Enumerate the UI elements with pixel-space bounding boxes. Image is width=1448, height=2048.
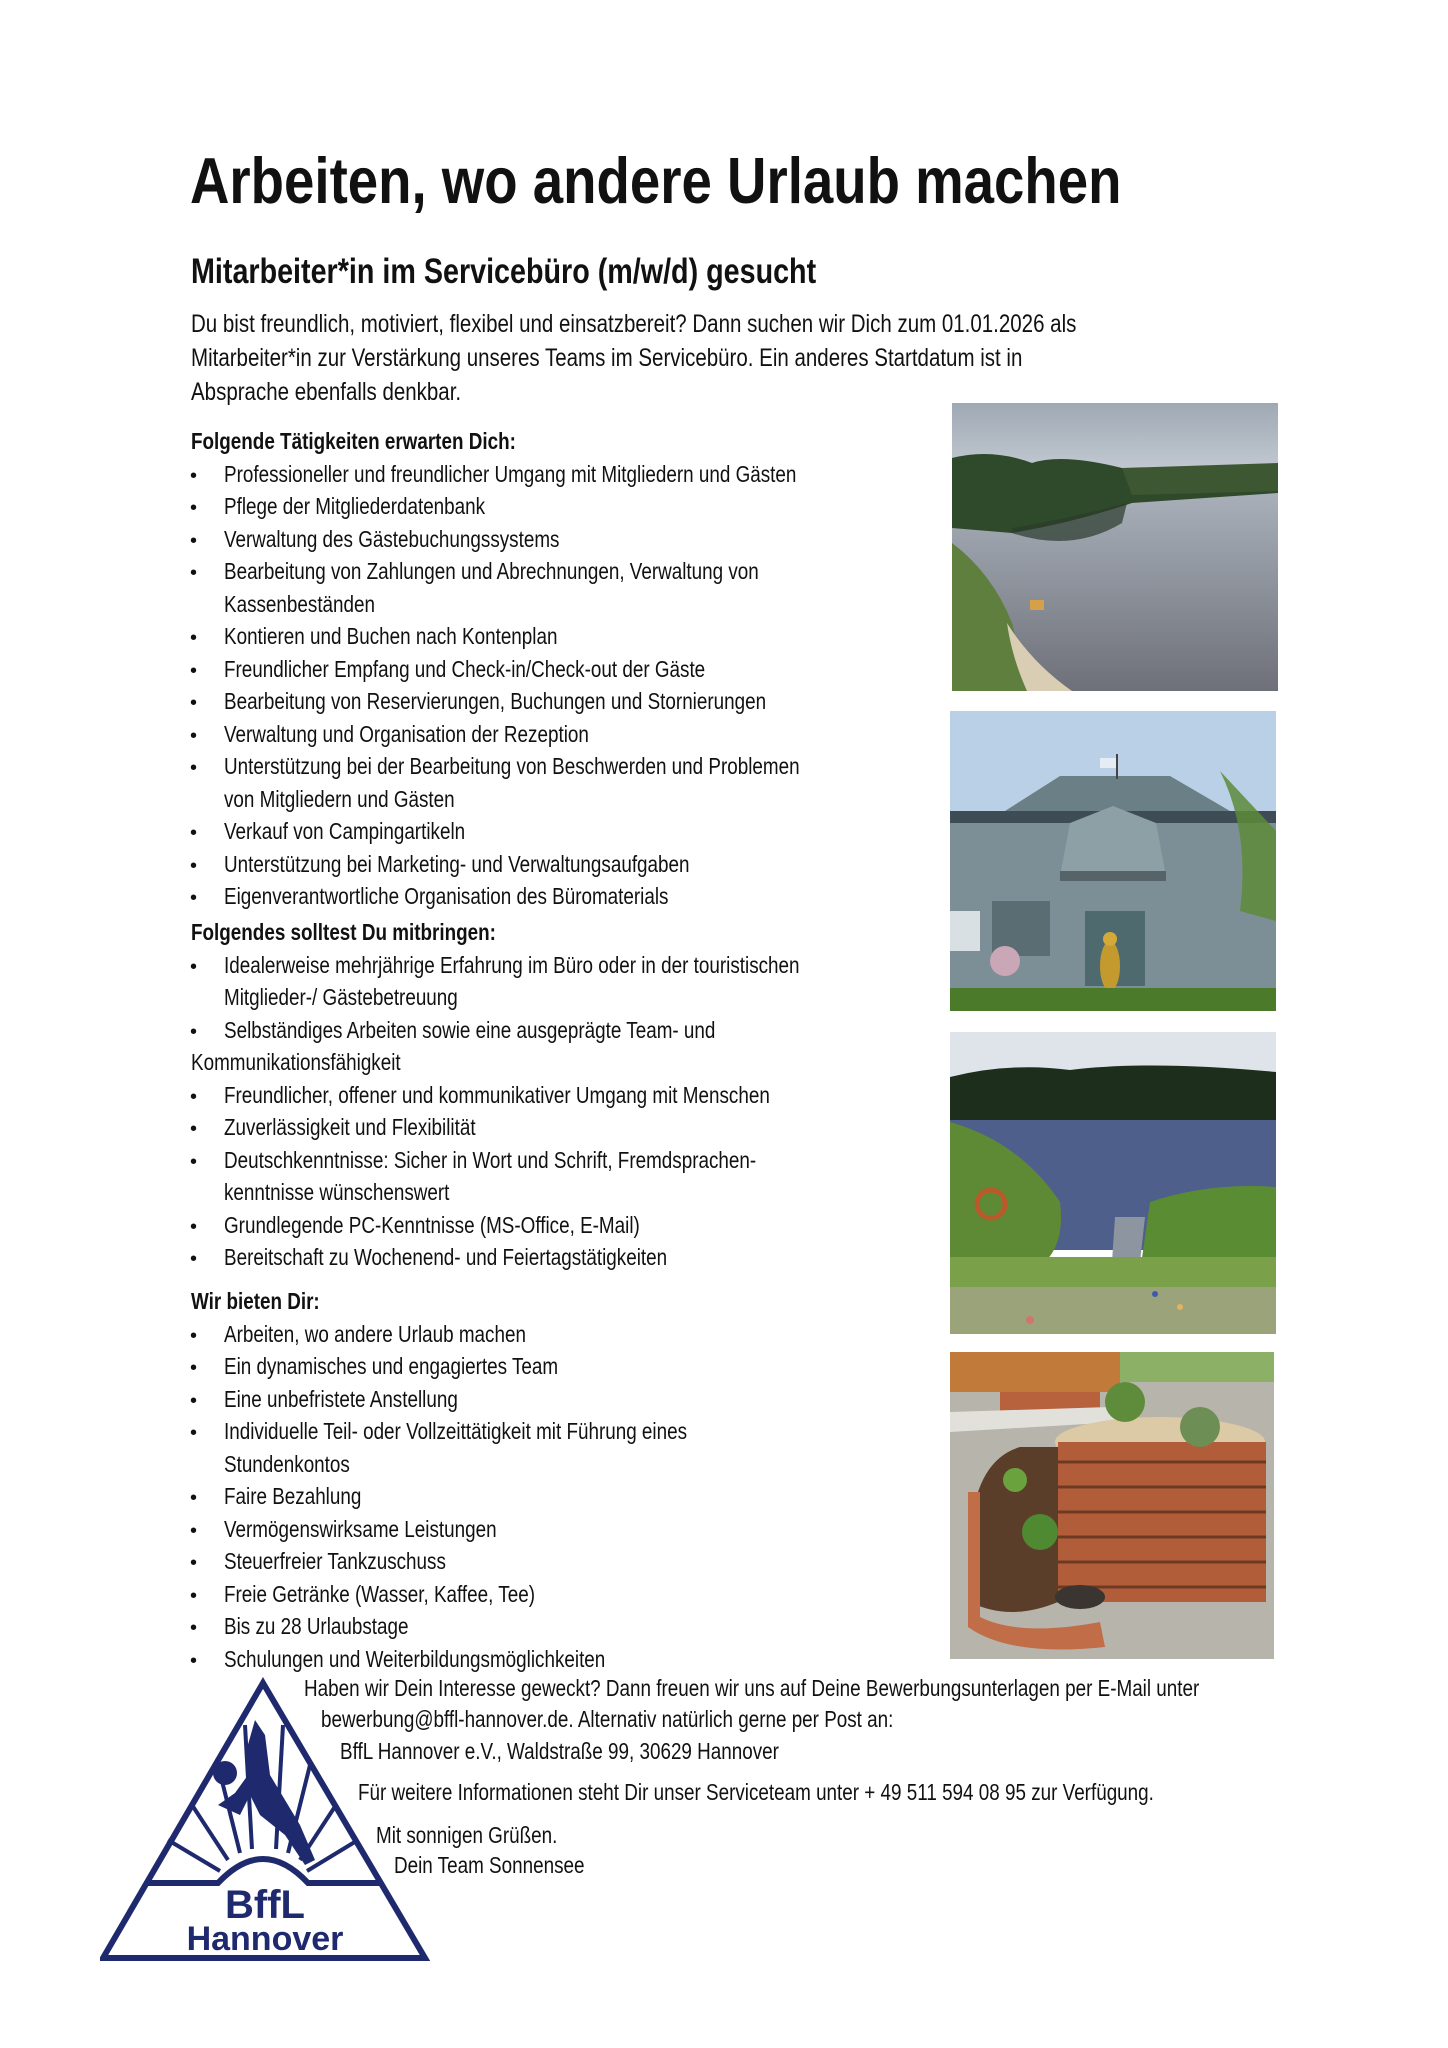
list-item: Unterstützung bei der Bearbeitung von Beschwerden und Problemen xyxy=(224,753,800,779)
list-item: Bereitschaft zu Wochenend- und Feiertagstätigkeiten xyxy=(224,1244,668,1270)
contact-address: BffL Hannover e.V., Waldstraße 99, 30629 Hannover xyxy=(340,1738,779,1764)
list-item: Zuverlässigkeit und Flexibilität xyxy=(224,1114,476,1140)
intro-line: Mitarbeiter*in zur Verstärkung unseres Teams im Servicebüro. Ein anderes Startdatum ist in xyxy=(191,344,1023,372)
list-item: Freundlicher Empfang und Check-in/Check-out der Gäste xyxy=(224,655,706,682)
list-item: Stundenkontos xyxy=(224,1450,350,1477)
page-subtitle: Mitarbeiter*in im Servicebüro (m/w/d) gesucht xyxy=(191,252,817,291)
list-item: von Mitgliedern und Gästen xyxy=(224,785,455,812)
bullet-icon: • xyxy=(190,562,198,584)
bullet-icon: • xyxy=(190,1324,198,1347)
bullet-icon: • xyxy=(190,1649,198,1672)
list-item: Verwaltung und Organisation der Rezeption xyxy=(224,720,589,747)
list-item: Freie Getränke (Wasser, Kaffee, Tee) xyxy=(224,1580,535,1607)
bffl-hannover-logo xyxy=(100,1675,430,1975)
section-heading: Wir bieten Dir: xyxy=(191,1288,320,1314)
list-item: Schulungen und Weiterbildungsmöglichkeiten xyxy=(224,1645,606,1672)
bullet-icon: • xyxy=(190,1617,198,1639)
bullet-icon: • xyxy=(190,757,198,779)
list-item: Ein dynamisches und engagiertes Team xyxy=(224,1353,559,1379)
bullet-icon: • xyxy=(190,1020,198,1043)
list-item: Pflege der Mitgliederdatenbank xyxy=(224,493,486,519)
bullet-icon: • xyxy=(190,1357,198,1379)
intro-line: Du bist freundlich, motiviert, flexibel und einsatzbereit? Dann suchen wir Dich zum 01.01.2026 als xyxy=(191,310,1077,338)
bullet-icon: • xyxy=(190,1422,198,1444)
page-title: Arbeiten, wo andere Urlaub machen xyxy=(190,144,1122,217)
bullet-icon: • xyxy=(190,497,198,519)
list-item: Arbeiten, wo andere Urlaub machen xyxy=(224,1320,526,1347)
photo-service-building xyxy=(950,711,1276,1011)
list-item: Steuerfreier Tankzuschuss xyxy=(224,1548,446,1574)
list-item: Eine unbefristete Anstellung xyxy=(224,1385,458,1412)
bullet-icon: • xyxy=(190,854,198,877)
bullet-icon: • xyxy=(190,1487,198,1509)
list-item: Unterstützung bei Marketing- und Verwaltungsaufgaben xyxy=(224,850,690,877)
list-item: Grundlegende PC-Kenntnisse (MS-Office, E-Mail) xyxy=(224,1211,640,1238)
logo-text-hannover: Hannover xyxy=(186,1920,344,1958)
list-item: Idealerweise mehrjährige Erfahrung im Büro oder in der touristischen xyxy=(224,951,800,978)
list-item: Kommunikationsfähigkeit xyxy=(191,1049,401,1075)
logo-band xyxy=(145,1859,382,1883)
intro-line: Absprache ebenfalls denkbar. xyxy=(191,378,462,406)
list-item: Vermögenswirksame Leistungen xyxy=(224,1515,497,1542)
bullet-icon: • xyxy=(190,464,198,487)
bullet-icon: • xyxy=(190,1584,198,1607)
list-item: Kassenbeständen xyxy=(224,590,376,617)
bullet-icon: • xyxy=(190,627,198,649)
closing-greeting: Mit sonnigen Grüßen. xyxy=(376,1822,558,1848)
bullet-icon: • xyxy=(190,1519,198,1542)
section-heading: Folgendes solltest Du mitbringen: xyxy=(191,919,496,945)
list-item: Bis zu 28 Urlaubstage xyxy=(224,1613,409,1639)
bullet-icon: • xyxy=(190,1085,198,1108)
logo-text-bffl: BffL xyxy=(225,1883,305,1927)
bullet-icon: • xyxy=(190,822,198,844)
list-item: Kontieren und Buchen nach Kontenplan xyxy=(224,623,558,649)
photo-herb-spiral xyxy=(950,1352,1274,1659)
bullet-icon: • xyxy=(190,1552,198,1574)
bullet-icon: • xyxy=(190,955,198,978)
list-item: Professioneller und freundlicher Umgang mit Mitgliedern und Gästen xyxy=(224,460,797,487)
list-item: kenntnisse wünschenswert xyxy=(224,1179,450,1205)
bullet-icon: • xyxy=(190,1150,198,1173)
bullet-icon: • xyxy=(190,659,198,682)
bullet-icon: • xyxy=(190,529,198,552)
bullet-icon: • xyxy=(190,724,198,747)
bullet-icon: • xyxy=(190,1215,198,1238)
list-item: Verwaltung des Gästebuchungssystems xyxy=(224,525,560,552)
contact-email-line: bewerbung@bffl-hannover.de. Alternativ natürlich gerne per Post an: xyxy=(321,1706,894,1732)
bullet-icon: • xyxy=(190,1389,198,1412)
list-item: Deutschkenntnisse: Sicher in Wort und Schrift, Fremdsprachen- xyxy=(224,1146,757,1173)
list-item: Faire Bezahlung xyxy=(224,1483,362,1509)
contact-phone-line: Für weitere Informationen steht Dir unser Serviceteam unter + 49 511 594 08 95 zur Verfügung. xyxy=(358,1779,1154,1805)
list-item: Bearbeitung von Reservierungen, Buchungen und Stornierungen xyxy=(224,688,767,714)
bullet-icon: • xyxy=(190,1118,198,1140)
list-item: Mitglieder-/ Gästebetreuung xyxy=(224,984,458,1010)
section-heading: Folgende Tätigkeiten erwarten Dich: xyxy=(191,428,516,454)
list-item: Verkauf von Campingartikeln xyxy=(224,818,466,844)
list-item: Selbständiges Arbeiten sowie eine ausgeprägte Team- und xyxy=(224,1016,716,1043)
bullet-icon: • xyxy=(190,1248,198,1270)
photo-lake-beach xyxy=(952,403,1278,691)
list-item: Individuelle Teil- oder Vollzeittätigkeit mit Führung eines xyxy=(224,1418,688,1444)
photo-lake-jetty xyxy=(950,1032,1276,1334)
closing-signature: Dein Team Sonnensee xyxy=(394,1852,585,1878)
bullet-icon: • xyxy=(190,887,198,909)
list-item: Freundlicher, offener und kommunikativer Umgang mit Menschen xyxy=(224,1081,770,1108)
bullet-icon: • xyxy=(190,692,198,714)
list-item: Bearbeitung von Zahlungen und Abrechnungen, Verwaltung von xyxy=(224,558,759,584)
contact-intro: Haben wir Dein Interesse geweckt? Dann freuen wir uns auf Deine Bewerbungsunterlagen per E-Mail unter xyxy=(304,1675,1200,1701)
list-item: Eigenverantwortliche Organisation des Büromaterials xyxy=(224,883,669,909)
